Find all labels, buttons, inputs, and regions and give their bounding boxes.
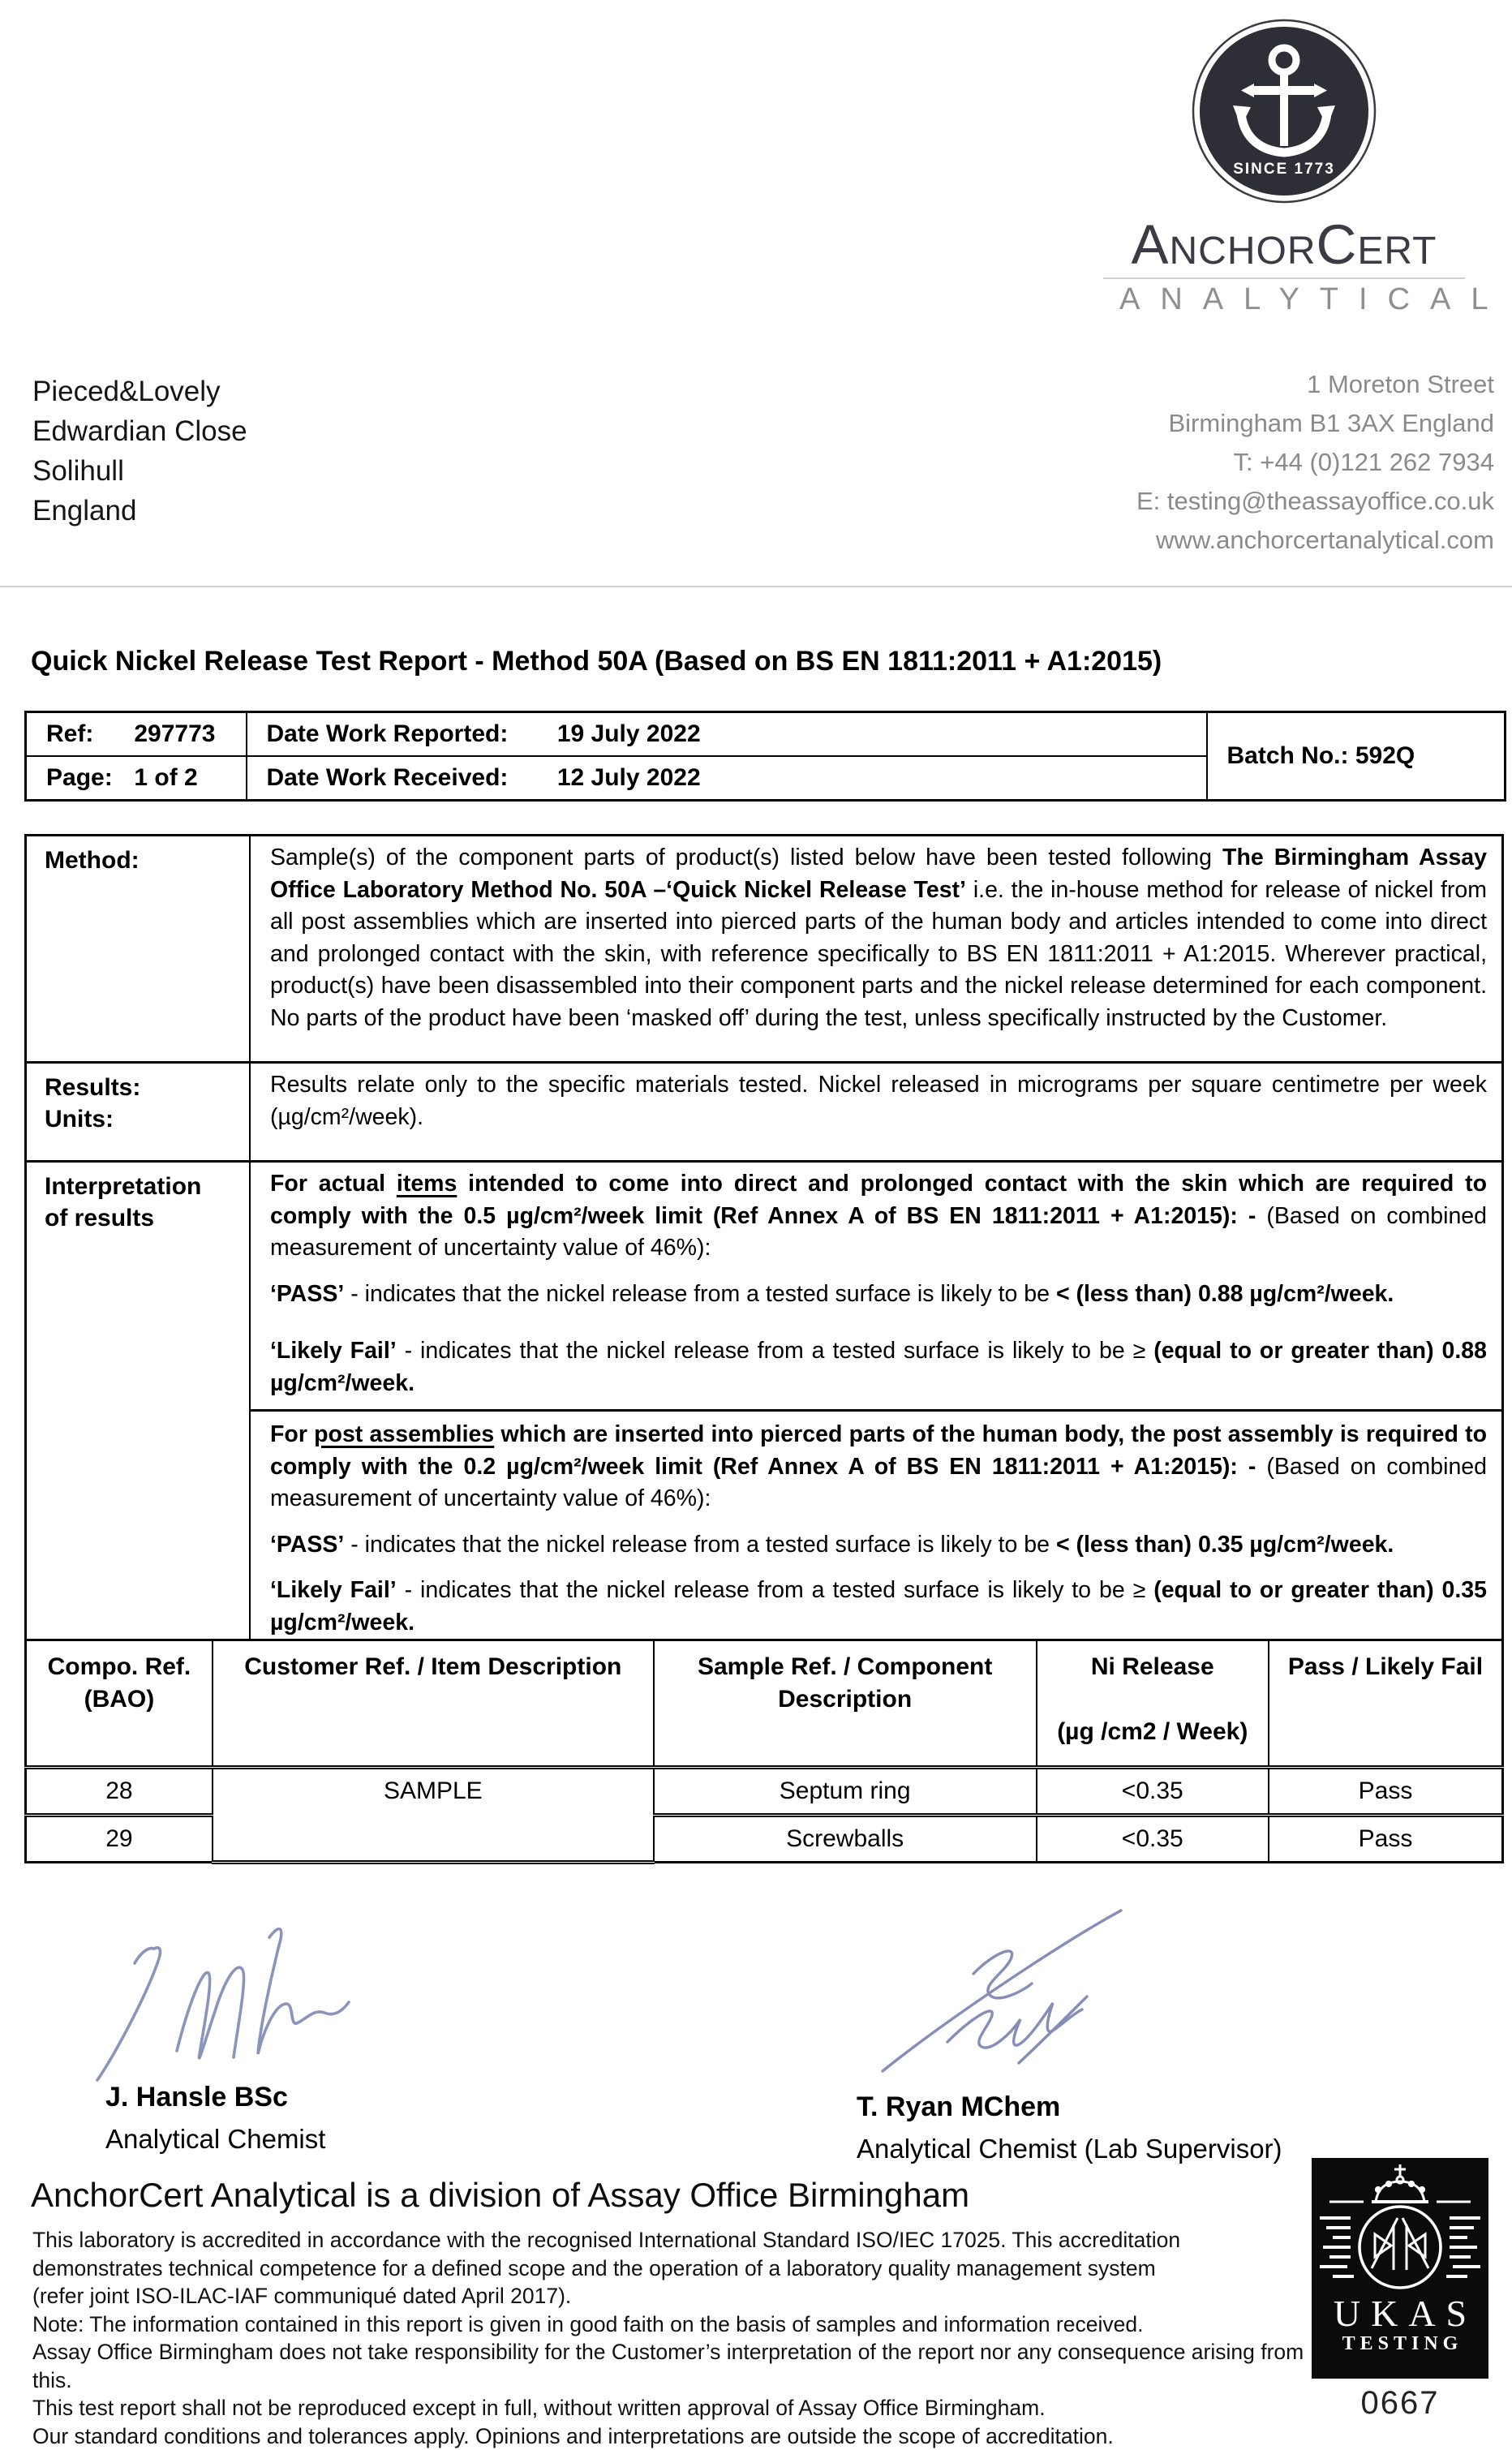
lab-street: 1 Moreton Street [1136,365,1494,404]
reference-table [24,711,1506,802]
ukas-name-text: UKAS [1323,2296,1477,2332]
brand-divider [1103,277,1465,279]
signatory-right [857,2091,1282,2164]
footer-line: Our standard conditions and tolerances apply. Opinions and interpretations are outside the scope of accreditation. [32,2422,1306,2450]
signature-scribble-right [852,1894,1225,2085]
units-label: Units: [45,1103,243,1135]
report-title: Quick Nickel Release Test Report - Method 50A (Based on BS EN 1811:2011 + A1:2015) [31,646,1162,677]
interp2-intro: For post assemblies which are inserted into pierced parts of the human body, the post assembly is required to comply with the 0.2 µg/cm²/week limit (Ref Annex A of BS EN 1811:2011 + A1:2015): - (Based on combined measurement of uncertainty value of 46%): [270,1419,1487,1515]
ref-label: Ref: [46,720,127,748]
ukas-crown-icon [1312,2158,1488,2297]
header-ni-units: (µg /cm2 / Week) [1038,1716,1267,1748]
page-label: Page: [46,764,127,792]
interp1-pass: ‘PASS’ - indicates that the nickel release from a tested surface is likely to be < (less than) 0.88 µg/cm²/week. [270,1279,1487,1311]
signatory-right-role: Analytical Chemist (Lab Supervisor) [857,2134,1282,2164]
method-text: Sample(s) of the component parts of product(s) listed below have been tested following The Birmingham Assay Office Laboratory Method No. 50A –‘Quick Nickel Release Test’ i.e. the in-house method for release of nickel from all post assemblies which are inserted into pierced parts of the human body and articles intended to come into direct and prolonged contact with the skin, with reference specifically to BS EN 1811:2011 + A1:2015. Wherever practical, product(s) have been disassembled into their component parts and the nickel release determined for each component. No parts of the product have been ‘masked off’ during the test, unless specifically instructed by the Customer. [251,836,1501,1061]
interpretation-block-post [251,1412,1501,1639]
anchorcert-logo [1103,18,1465,317]
header-compo-ref [26,1640,213,1768]
date-received-value: 12 July 2022 [557,764,701,791]
header-ni-release [1037,1640,1269,1768]
signatory-left-role: Analytical Chemist [105,2124,325,2155]
customer-country: England [32,491,247,531]
method-label: Method: [27,836,251,1061]
lab-contact-block [1136,365,1494,560]
row1-result: Pass [1269,1768,1503,1816]
date-received-cell [247,756,1207,801]
interpretation-block-skin [251,1163,1501,1412]
footer-line: Note: The information contained in this report is given in good faith on the basis of samples and information received. [32,2310,1306,2339]
customer-street: Edwardian Close [32,411,247,451]
date-received-label: Date Work Received: [267,764,551,792]
header-sample-ref [654,1640,1037,1768]
row2-result: Pass [1269,1816,1503,1863]
header-compo-line1: Compo. Ref. [28,1651,211,1683]
interpretation-content [251,1163,1501,1639]
interpretation-label-line2: of results [45,1202,243,1234]
interp1-intro: For actual items intended to come into direct and prolonged contact with the skin which are required to comply with the 0.5 µg/cm²/week limit (Ref Annex A of BS EN 1811:2011 + A1:2015): - (Based on combined measurement of uncertainty value of 46%): [270,1168,1487,1265]
ukas-logo [1312,2158,1488,2379]
page-cell [26,756,247,801]
footer-line: demonstrates technical competence for a defined scope and the operation of a laboratory quality management system [32,2254,1306,2283]
header-sample-line2: Description [655,1683,1035,1716]
header-ni-line1: Ni Release [1038,1651,1267,1683]
interp2-fail: ‘Likely Fail’ - indicates that the nickel release from a tested surface is likely to be ≥ (equal to or greater than) 0.35 µg/cm²/week. [270,1575,1487,1639]
header-divider [0,586,1512,587]
date-reported-label: Date Work Reported: [267,720,551,748]
batch-cell: Batch No.: 592Q [1207,712,1506,801]
interpretation-row [27,1160,1501,1639]
ref-value: 297773 [134,720,215,747]
row2-sample: Screwballs [654,1816,1037,1863]
signature-scribble-left [65,1898,373,2085]
row1-compo: 28 [26,1768,213,1816]
customer-city: Solihull [32,451,247,491]
row1-sample: Septum ring [654,1768,1037,1816]
header-pass-fail: Pass / Likely Fail [1269,1640,1503,1768]
row1-ni: <0.35 [1037,1768,1269,1816]
date-reported-value: 19 July 2022 [557,720,701,747]
lab-email: E: testing@theassayoffice.co.uk [1136,482,1494,521]
date-reported-cell [247,712,1207,757]
ukas-number: 0667 [1309,2385,1491,2422]
results-label: Results: [45,1072,243,1103]
ukas-accreditation [1309,2158,1491,2422]
row2-ni: <0.35 [1037,1816,1269,1863]
row1-customer: SAMPLE [213,1768,654,1863]
signatory-right-name: T. Ryan MChem [857,2091,1282,2123]
lab-city: Birmingham B1 3AX England [1136,404,1494,443]
interp2-pass: ‘PASS’ - indicates that the nickel release from a tested surface is likely to be < (less than) 0.35 µg/cm²/week. [270,1529,1487,1562]
customer-name: Pieced&Lovely [32,372,247,411]
footer-line: (refer joint ISO-ILAC-IAF communiqué dated April 2017). [32,2282,1306,2310]
signatory-left [105,2082,325,2155]
header-ni-spacer [1038,1683,1267,1716]
signatory-left-name: J. Hansle BSc [105,2082,325,2113]
footer-heading: AnchorCert Analytical is a division of Assay Office Birmingham [31,2176,969,2215]
results-header-row [26,1640,1503,1768]
footer-line: Assay Office Birmingham does not take responsibility for the Customer’s interpretation of the report nor any consequence arising from this. [32,2338,1306,2394]
lab-phone: T: +44 (0)121 262 7934 [1136,443,1494,482]
page-value: 1 of 2 [134,764,197,791]
method-row [27,836,1501,1061]
header-customer-ref: Customer Ref. / Item Description [213,1640,654,1768]
ref-row [26,712,1506,757]
header-compo-line2: (BAO) [28,1683,211,1716]
results-table [24,1639,1504,1864]
footer-smallprint [32,2226,1306,2450]
table-row [26,1768,1503,1816]
interpretation-label [27,1163,251,1639]
row2-compo: 29 [26,1816,213,1863]
results-units-row [27,1061,1501,1160]
ref-cell [26,712,247,757]
brand-name: AnchorCert [1103,219,1465,271]
brand-subtitle: ANALYTICAL [1103,282,1465,317]
header-sample-line1: Sample Ref. / Component [655,1651,1035,1683]
interp1-fail: ‘Likely Fail’ - indicates that the nickel release from a tested surface is likely to be ≥ (equal to or greater than) 0.88 µg/cm²/week. [270,1335,1487,1399]
anchor-emblem [1191,18,1377,204]
ukas-type-text: TESTING [1338,2332,1463,2356]
footer-line: This laboratory is accredited in accordance with the recognised International Standard ISO/IEC 17025. This accreditation [32,2226,1306,2254]
method-results-table [24,834,1504,1641]
customer-address [32,372,247,531]
footer-line: This test report shall not be reproduced except in full, without written approval of Assay Office Birmingham. [32,2394,1306,2422]
results-units-label [27,1064,251,1160]
logo-since-text: SINCE 1773 [1191,161,1377,178]
results-units-text: Results relate only to the specific materials tested. Nickel released in micrograms per square centimetre per week (µg/cm²/week). [251,1064,1501,1160]
lab-website: www.anchorcertanalytical.com [1136,521,1494,560]
interpretation-label-line1: Interpretation [45,1171,243,1202]
